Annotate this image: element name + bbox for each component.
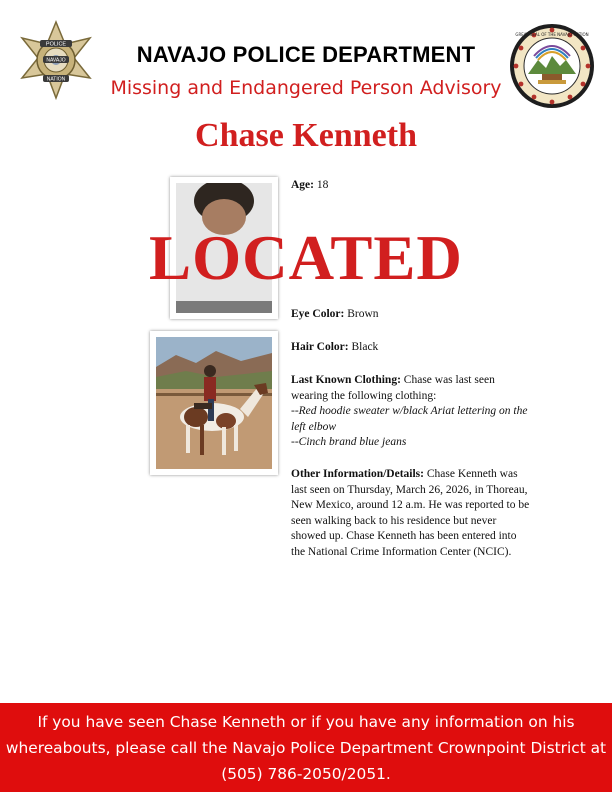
contact-banner (0, 703, 612, 792)
age-value: 18 (316, 179, 329, 191)
horse-riding-image (156, 337, 272, 469)
hair-color-value: Black (351, 341, 379, 353)
clothing-item: --Cinch brand blue jeans (291, 436, 407, 448)
clothing-item: --Red hoodie sweater w/black Ariat lettering on the left elbow (291, 405, 528, 433)
hair-color-field (291, 340, 531, 356)
contact-banner-text: If you have seen Chase Kenneth or if you have any information on his whereabouts, please call the Navajo Police Department Crownpoint District at (505) 786-2050/2051. (5, 712, 607, 783)
other-details-field (291, 467, 531, 560)
svg-text:GREAT SEAL OF THE NAVAJO NATIO: GREAT SEAL OF THE NAVAJO NATION (515, 32, 589, 37)
other-details-label: Other Information/Details: (291, 468, 424, 480)
svg-text:POLICE: POLICE (45, 41, 67, 48)
horse-riding-photo (150, 331, 278, 475)
other-details-text: Chase Kenneth was last seen on Thursday, March 26, 2026, in Thoreau, New Mexico, around 12 a.m. He was reported to be seen walking back to his residence but never showed up. Chase Kenneth has been entered into the National Crime Information Center (NCIC). (291, 468, 530, 558)
age-field (291, 178, 531, 194)
person-name: Chase Kenneth (195, 117, 417, 154)
located-stamp: LOCATED (149, 223, 463, 293)
clothing-label: Last Known Clothing: (291, 374, 401, 386)
hair-color-label: Hair Color: (291, 341, 349, 353)
svg-text:NAVAJO: NAVAJO (46, 57, 66, 64)
clothing-field (291, 373, 531, 451)
svg-text:NATION: NATION (46, 76, 66, 83)
department-title: NAVAJO POLICE DEPARTMENT (136, 42, 476, 67)
eye-color-value: Brown (347, 308, 379, 320)
eye-color-field (291, 307, 531, 323)
clothing-intro: Chase was last seen wearing the following clothing: (291, 374, 495, 402)
advisory-subtitle: Missing and Endangered Person Advisory (110, 77, 502, 99)
age-label: Age: (291, 179, 314, 191)
eye-color-label: Eye Color: (291, 308, 345, 320)
